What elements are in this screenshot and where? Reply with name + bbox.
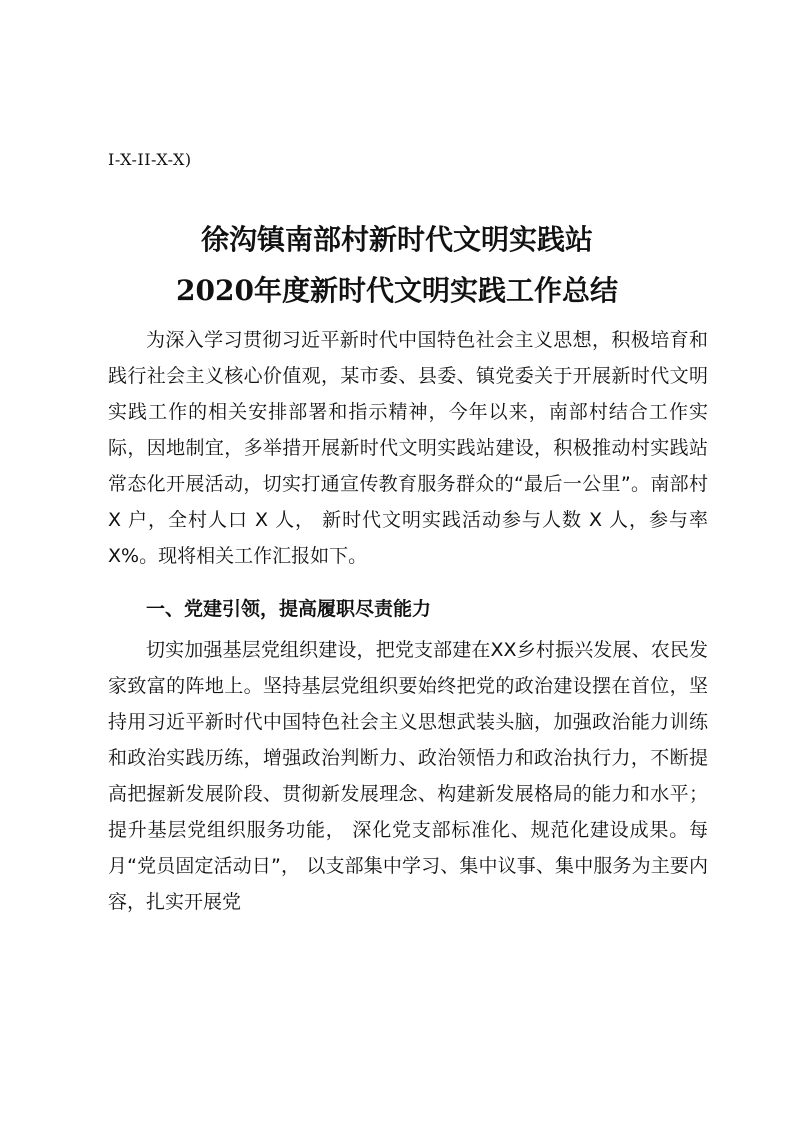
document-title-line-2: 2020年度新时代文明实践工作总结 bbox=[176, 274, 618, 307]
section-1-paragraph: 切实加强基层党组织建设，把党支部建在XX乡村振兴发展、农民发家致富的阵地上。坚持基层党组织要始终把党的政治建设摆在首位，坚持用习近平新时代中国特色社会主义思想武装头脑，加强政治能力训练和政治实践历练，增强政治判断力、政治领悟力和政治执行力，不断提高把握新发展阶段、贯彻新发展理念、构建新发展格局的能力和水平；提升基层党组织服务功能， 深化党支部标准化、规范化建设成果。每月“党员固定活动日”， 以支部集中学习、集中议事、集中服务为主要内容，扎实开展党 bbox=[108, 639, 708, 913]
section-heading-1: 一、党建引领，提高履职尽责能力 bbox=[146, 598, 432, 620]
intro-paragraph: 为深入学习贯彻习近平新时代中国特色社会主义思想，积极培育和践行社会主义核心价值观，某市委、县委、镇党委关于开展新时代文明实践工作的相关安排部署和指示精神，今年以来，南部村结合工作实际，因地制宜，多举措开展新时代文明实践站建设，积极推动村实践站常态化开展活动，切实打通宣传教育服务群众的“最后一公里”。南部村 X 户，全村人口 X 人， 新时代文明实践活动参与人数 X 人，参与率 X%。现将相关工作汇报如下。 bbox=[108, 329, 708, 567]
document-title-line-1: 徐沟镇南部村新时代文明实践站 bbox=[200, 223, 593, 256]
document-code: I-X-II-X-X) bbox=[108, 150, 192, 169]
